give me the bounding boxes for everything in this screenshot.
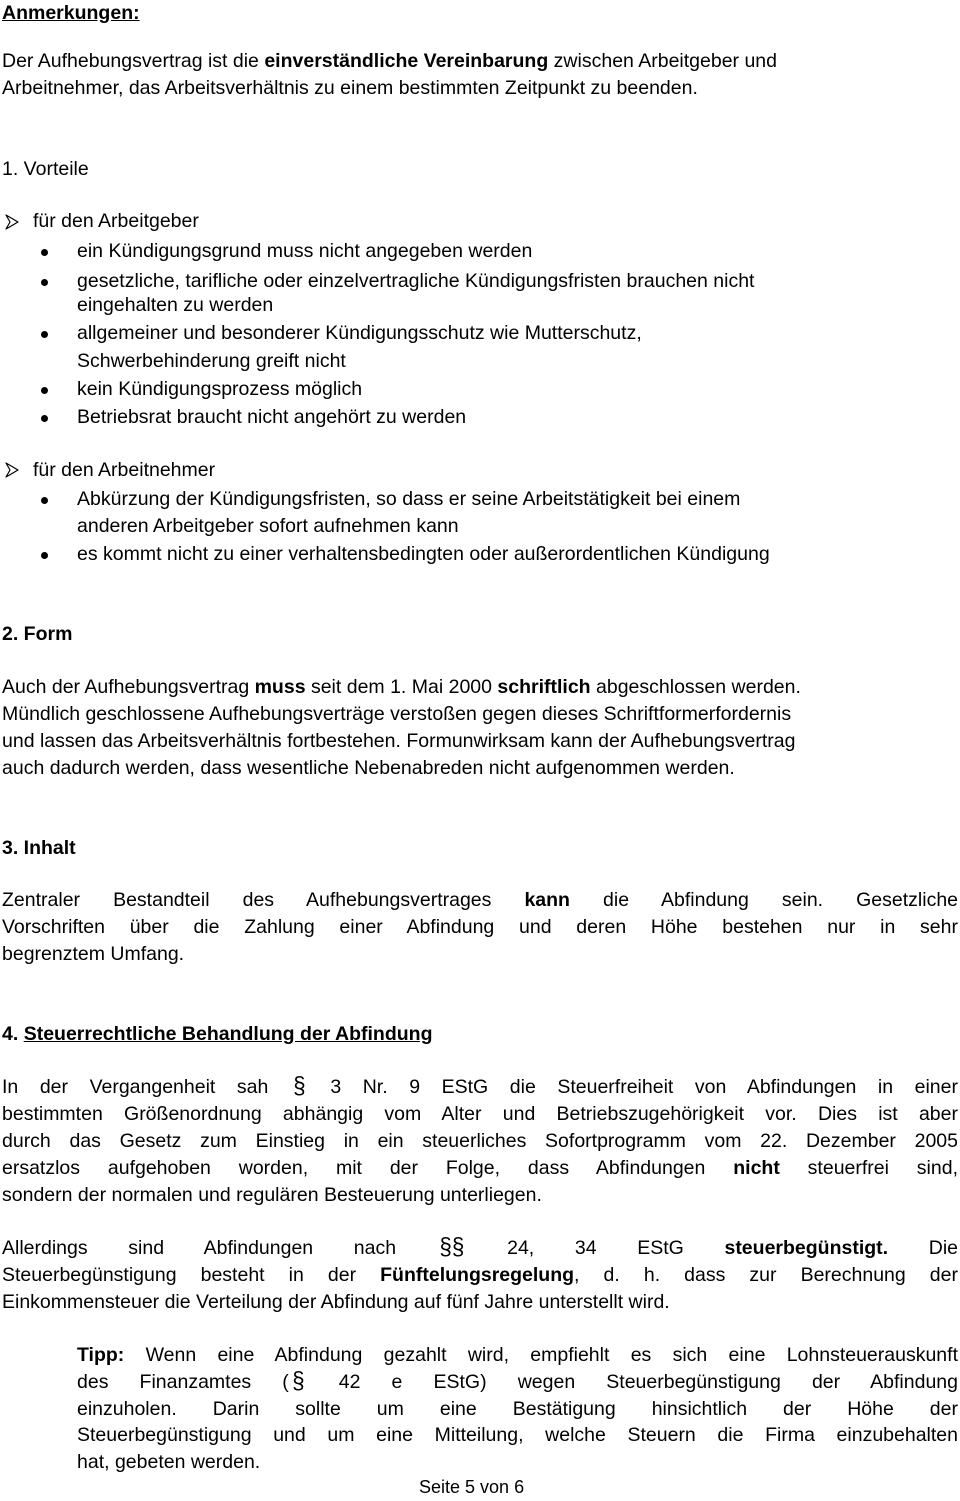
tip-line-1: Tipp: Wenn eine Abfindung gezahlt wird, empfiehlt es sich eine Lohnsteuerauskunft: [77, 1344, 958, 1366]
employer-group-label: für den Arbeitgeber: [33, 210, 199, 232]
section-2-line-2: Mündlich geschlossene Aufhebungsverträge verstoßen gegen dieses Schriftformerfordernis: [2, 703, 792, 725]
arrow-bullet-icon: [4, 462, 20, 478]
employer-item-continued: eingehalten zu werden: [77, 294, 274, 316]
employer-item-continued: Schwerbehinderung greift nicht: [77, 350, 346, 372]
page-footer: Seite 5 von 6: [419, 1477, 525, 1497]
employee-group-label: für den Arbeitnehmer: [33, 459, 216, 481]
section-4-p1-line-1: In der Vergangenheit sah § 3 Nr. 9 EStG die Steuerfreiheit von Abfindungen in einer: [2, 1072, 958, 1100]
section-3-line-3: begrenztem Umfang.: [2, 943, 185, 965]
section-2-title: 2. Form: [2, 623, 73, 645]
employer-item: gesetzliche, tarifliche oder einzelvertragliche Kündigungsfristen brauchen nicht: [77, 270, 755, 292]
tip-line-3: einzuholen. Darin sollte um eine Bestätigung hinsichtlich der Höhe der: [77, 1398, 958, 1420]
employer-item: ein Kündigungsgrund muss nicht angegeben werden: [77, 240, 533, 262]
employee-item: es kommt nicht zu einer verhaltensbedingten oder außerordentlichen Kündigung: [77, 543, 770, 565]
tip-line-2: des Finanzamtes ( § 42 e EStG) wegen Steuerbegünstigung der Abfindung: [77, 1367, 958, 1395]
section-4-p2-line-1: Allerdings sind Abfindungen nach §§ 24, 34 EStG steuerbegünstigt. Die: [2, 1233, 958, 1261]
bullet-icon: [41, 552, 48, 559]
section-4-p1-line-3: durch das Gesetz zum Einstieg in ein steuerliches Sofortprogramm vom 22. Dezember 2005: [2, 1130, 958, 1152]
bullet-icon: [41, 331, 48, 338]
section-4-p1-line-2: bestimmten Größenordnung abhängig vom Alter und Betriebszugehörigkeit vor. Dies ist aber: [2, 1103, 958, 1125]
intro-line-1: Der Aufhebungsvertrag ist die einverständliche Vereinbarung zwischen Arbeitgeber und: [2, 50, 777, 72]
employee-item: Abkürzung der Kündigungsfristen, so dass er seine Arbeitstätigkeit bei einem: [77, 488, 741, 510]
employer-item: Betriebsrat braucht nicht angehört zu werden: [77, 406, 467, 428]
employee-item-continued: anderen Arbeitgeber sofort aufnehmen kann: [77, 515, 459, 537]
tip-line-5: hat, gebeten werden.: [77, 1451, 261, 1473]
section-4-p2-line-3: Einkommensteuer die Verteilung der Abfindung auf fünf Jahre unterstellt wird.: [2, 1291, 670, 1313]
bullet-icon: [41, 387, 48, 394]
section-3-line-2: Vorschriften über die Zahlung einer Abfindung und deren Höhe bestehen nur in sehr: [2, 916, 958, 938]
bullet-icon: [41, 497, 48, 504]
section-2-line-4: auch dadurch werden, dass wesentliche Nebenabreden nicht aufgenommen werden.: [2, 757, 735, 779]
section-4-p1-line-5: sondern der normalen und regulären Besteuerung unterliegen.: [2, 1184, 542, 1206]
bullet-icon: [41, 249, 48, 256]
arrow-bullet-icon: [4, 214, 20, 230]
bullet-icon: [41, 279, 48, 286]
section-4-title: 4. Steuerrechtliche Behandlung der Abfindung: [2, 1023, 433, 1045]
section-2-line-3: und lassen das Arbeitsverhältnis fortbestehen. Formunwirksam kann der Aufhebungsvertrag: [2, 730, 796, 752]
intro-line-2: Arbeitnehmer, das Arbeitsverhältnis zu einem bestimmten Zeitpunkt zu beenden.: [2, 77, 698, 99]
section-3-line-1: Zentraler Bestandteil des Aufhebungsvertrages kann die Abfindung sein. Gesetzliche: [2, 889, 959, 911]
page-heading: Anmerkungen:: [2, 2, 140, 24]
employer-item: kein Kündigungsprozess möglich: [77, 378, 363, 400]
section-2-line-1: Auch der Aufhebungsvertrag muss seit dem 1. Mai 2000 schriftlich abgeschlossen werden.: [2, 676, 801, 698]
bullet-icon: [41, 415, 48, 422]
tip-line-4: Steuerbegünstigung und um eine Mitteilung, welche Steuern die Firma einzubehalten: [77, 1424, 958, 1446]
section-3-title: 3. Inhalt: [2, 837, 76, 859]
section-1-title: 1. Vorteile: [2, 158, 89, 180]
section-4-p1-line-4: ersatzlos aufgehoben worden, mit der Folge, dass Abfindungen nicht steuerfrei sind,: [2, 1157, 959, 1179]
tip-label: Tipp:: [77, 1344, 125, 1366]
employer-item: allgemeiner und besonderer Kündigungsschutz wie Mutterschutz,: [77, 322, 642, 344]
section-4-p2-line-2: Steuerbegünstigung besteht in der Fünftelungsregelung, d. h. dass zur Berechnung der: [2, 1264, 958, 1286]
